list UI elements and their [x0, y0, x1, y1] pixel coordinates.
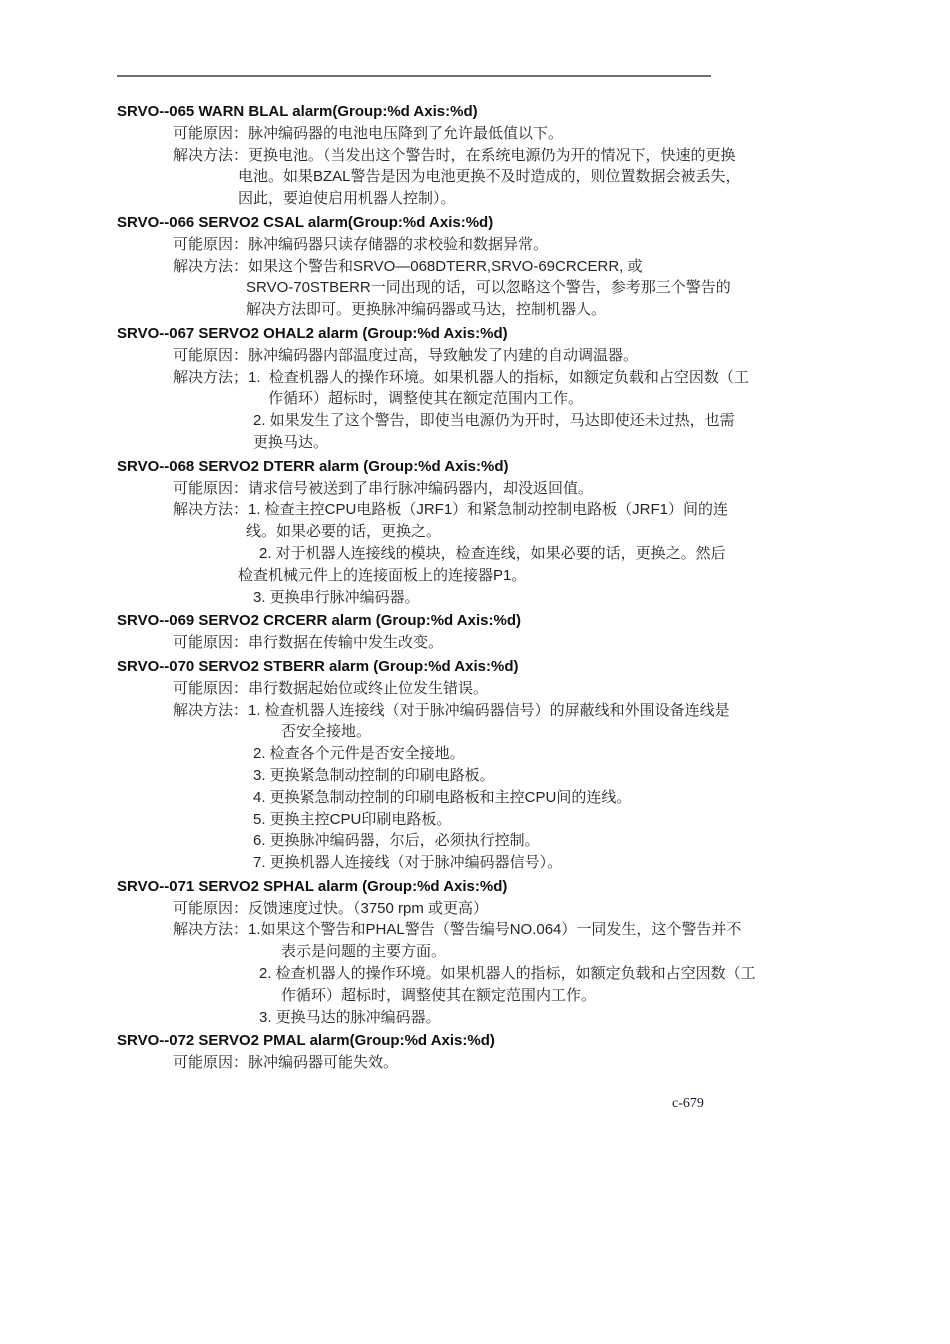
alarm-remedy-line: 解决方法：1.如果这个警告和PHAL警告（警告编号NO.064）一同发生，这个警告并不	[173, 921, 742, 939]
alarm-heading: SRVO--065 WARN BLAL alarm(Group:%d Axis:%d)	[117, 103, 478, 120]
alarm-section-069	[0, 610, 950, 654]
alarm-heading: SRVO--066 SERVO2 CSAL alarm(Group:%d Axis:%d)	[117, 213, 494, 231]
alarm-list	[0, 101, 950, 1074]
alarm-remedy-line: 2. 对于机器人连接线的模块，检查连线，如果必要的话，更换之。然后	[259, 544, 726, 562]
alarm-remedy-line: 作循环）超标时，调整使其在额定范围内工作。	[268, 390, 584, 408]
alarm-remedy-line: 7. 更换机器人连接线（对于脉冲编码器信号）。	[253, 854, 563, 872]
alarm-remedy-line: 3. 更换马达的脉冲编码器。	[259, 1008, 441, 1026]
alarm-remedy-line: 解决方法：如果这个警告和SRVO—068DTERR,SRVO-69CRCERR, 或	[173, 257, 643, 275]
page-number: c-679	[672, 1096, 704, 1111]
alarm-section-067	[0, 323, 950, 454]
alarm-remedy-line: 作循环）超标时，调整使其在额定范围内工作。	[281, 986, 597, 1004]
alarm-section-070	[0, 656, 950, 874]
alarm-remedy-line: 否安全接地。	[281, 723, 372, 741]
alarm-cause-line: 可能原因：脉冲编码器内部温度过高，导致触发了内建的自动调温器。	[173, 346, 639, 364]
alarm-heading: SRVO--071 SERVO2 SPHAL alarm (Group:%d Axis:%d)	[117, 877, 508, 895]
alarm-cause-line: 可能原因：脉冲编码器只读存储器的求校验和数据异常。	[173, 235, 549, 253]
alarm-cause-line: 可能原因：脉冲编码器可能失效。	[173, 1054, 399, 1072]
alarm-remedy-line: 4. 更换紧急制动控制的印刷电路板和主控CPU间的连线。	[253, 788, 632, 806]
alarm-heading: SRVO--068 SERVO2 DTERR alarm (Group:%d Axis:%d)	[117, 457, 509, 475]
alarm-remedy-line: 线。如果必要的话，更换之。	[246, 523, 442, 541]
alarm-remedy-line: 2. 如果发生了这个警告，即使当电源仍为开时，马达即使还未过热，也需	[253, 412, 735, 430]
alarm-cause-line: 可能原因：串行数据在传输中发生改变。	[173, 634, 444, 652]
alarm-remedy-line: 表示是问题的主要方面。	[281, 943, 447, 961]
alarm-remedy-line: 解决方法；1. 检查机器人的操作环境。如果机器人的指标，如额定负载和占空因数（工	[173, 368, 749, 386]
alarm-section-071	[0, 876, 950, 1029]
alarm-remedy-line: 解决方法：1. 检查机器人连接线（对于脉冲编码器信号）的屏蔽线和外围设备连线是	[173, 701, 730, 719]
alarm-remedy-line: 2. 检查各个元件是否安全接地。	[253, 745, 465, 763]
alarm-section-066	[0, 212, 950, 321]
alarm-remedy-line: 电池。如果BZAL警告是因为电池更换不及时造成的，则位置数据会被丢失，	[238, 168, 741, 186]
alarm-heading: SRVO--070 SERVO2 STBERR alarm (Group:%d Axis:%d)	[117, 657, 519, 675]
alarm-cause-line: 可能原因：反馈速度过快。（3750 rpm 或更高）	[173, 899, 489, 917]
alarm-remedy-line: 2. 检查机器人的操作环境。如果机器人的指标，如额定负载和占空因数（工	[259, 965, 756, 983]
alarm-remedy-line: 检查机械元件上的连接面板上的连接器P1。	[238, 566, 527, 584]
alarm-remedy-line: 3. 更换串行脉冲编码器。	[253, 588, 420, 606]
alarm-remedy-line: 解决方法：更换电池。（当发出这个警告时，在系统电源仍为开的情况下，快速的更换	[173, 146, 736, 164]
alarm-heading: SRVO--067 SERVO2 OHAL2 alarm (Group:%d Axis:%d)	[117, 324, 508, 342]
alarm-cause-line: 可能原因：脉冲编码器的电池电压降到了允许最低值以下。	[173, 124, 564, 142]
alarm-remedy-line: SRVO-70STBERR一同出现的话，可以忽略这个警告，参考那三个警告的	[246, 279, 731, 297]
alarm-heading: SRVO--072 SERVO2 PMAL alarm(Group:%d Axis:%d)	[117, 1032, 495, 1050]
alarm-remedy-line: 解决方法即可。更换脉冲编码器或马达，控制机器人。	[246, 301, 607, 319]
alarm-cause-line: 可能原因：请求信号被送到了串行脉冲编码器内，却没返回值。	[173, 479, 594, 497]
alarm-remedy-line: 5. 更换主控CPU印刷电路板。	[253, 810, 452, 828]
alarm-section-072	[0, 1030, 950, 1074]
alarm-remedy-line: 6. 更换脉冲编码器，尔后，必须执行控制。	[253, 832, 540, 850]
alarm-remedy-line: 解决方法：1. 检查主控CPU电路板（JRF1）和紧急制动控制电路板（JRF1）间的连	[173, 501, 729, 519]
alarm-remedy-line: 3. 更换紧急制动控制的印刷电路板。	[253, 766, 495, 784]
header-divider-rule	[117, 75, 711, 77]
alarm-remedy-line: 更换马达。	[253, 433, 329, 451]
alarm-section-065	[0, 101, 950, 210]
alarm-heading: SRVO--069 SERVO2 CRCERR alarm (Group:%d Axis:%d)	[117, 612, 521, 630]
alarm-remedy-line: 因此，要迫使启用机器人控制）。	[238, 190, 456, 208]
alarm-cause-line: 可能原因：串行数据起始位或终止位发生错误。	[173, 679, 489, 697]
alarm-section-068	[0, 456, 950, 609]
